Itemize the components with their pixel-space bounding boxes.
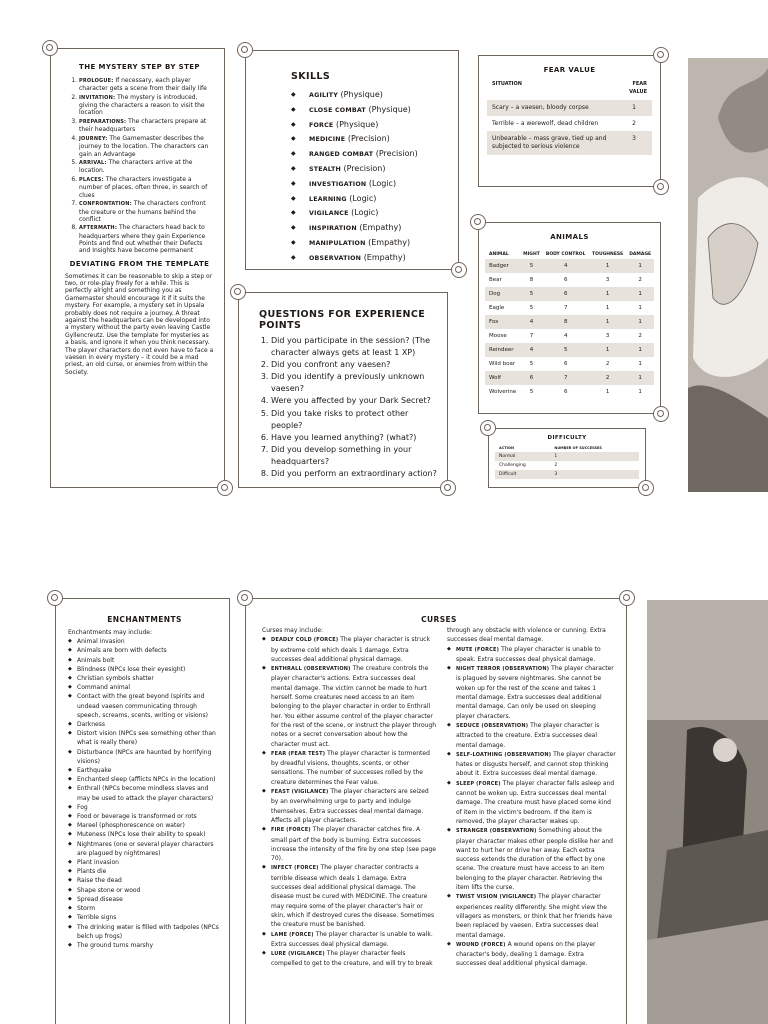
mystery-panel <box>50 48 225 488</box>
animals-cell: 8 <box>542 315 588 329</box>
enchantment-item: ◆ Muteness (NPCs lose their ability to speak) <box>68 830 221 839</box>
step-text: The characters prepare at their headquarters <box>79 118 207 134</box>
step-key: AFTERMATH: <box>79 225 118 232</box>
curse-key: SEDUCE (OBSERVATION) <box>455 722 529 729</box>
enchantment-item: ◆ Mareel (phosphorescence on water) <box>68 821 221 830</box>
corner-ornament <box>470 214 486 230</box>
table-row <box>485 343 654 357</box>
animals-cell: 1 <box>638 305 642 311</box>
animals-header: ANIMAL <box>489 251 509 257</box>
skill-item <box>291 103 448 118</box>
curse-key: INFECT (FORCE) <box>271 865 319 872</box>
fear-row <box>487 116 652 132</box>
animals-cell: 1 <box>589 343 626 357</box>
enchantment-item: ◆ Command animal <box>68 683 221 692</box>
corner-ornament <box>440 480 456 496</box>
table-row <box>485 301 654 315</box>
animals-cell: Wild boar <box>489 361 516 367</box>
corner-ornament <box>217 480 233 496</box>
skill-name: FORCE <box>309 121 334 129</box>
skill-name: RANGED COMBAT <box>309 151 374 159</box>
animals-cell: 5 <box>520 287 542 301</box>
curses-column-2 <box>447 626 616 969</box>
curse-item <box>262 863 437 929</box>
curse-text: The player character is struck by extreme cold which deals 1 damage. Extra successes deal additional physical damage. <box>271 636 430 663</box>
fear-situation: Unbearable – mass grave, tied up and subjected to serious violence <box>487 131 616 154</box>
skill-item <box>291 221 448 236</box>
corner-ornament <box>47 590 63 606</box>
corner-ornament <box>619 590 635 606</box>
animals-cell: 6 <box>563 361 568 367</box>
curse-item <box>447 826 616 892</box>
animals-cell: 1 <box>589 259 626 273</box>
animals-cell: Dog <box>485 287 520 301</box>
animals-cell: Fox <box>485 315 520 329</box>
question-item: 8. Did you perform an extraordinary action? <box>271 468 439 480</box>
animals-cell: 3 <box>605 277 610 283</box>
curse-text: The player character is tormented by dreadful visions, thoughts, scents, or other sensations. The number of successes rolled by the creature determines the Fear value. <box>271 749 430 786</box>
skill-attribute: (Physique) <box>368 104 411 114</box>
curses-list-1 <box>262 635 437 968</box>
difficulty-cell: 2 <box>554 463 558 468</box>
fear-title: FEAR VALUE <box>543 66 596 74</box>
skill-item <box>291 162 448 177</box>
curse-key: MUTE (FORCE) <box>455 646 500 653</box>
table-row <box>495 461 639 470</box>
skills-panel <box>245 50 459 270</box>
corner-ornament <box>480 420 496 436</box>
curse-item <box>262 787 437 825</box>
creature-illustration-art <box>688 58 768 492</box>
mystery-step <box>79 159 214 175</box>
skill-attribute: (Logic) <box>368 178 397 188</box>
animals-cell: 4 <box>520 343 542 357</box>
table-row <box>485 329 654 343</box>
curse-key: ENTHRALL (OBSERVATION) <box>271 666 351 673</box>
skill-name: MANIPULATION <box>309 239 366 247</box>
table-row <box>485 385 654 399</box>
question-item: 1. Did you participate in the session? (The character always gets at least 1 XP) <box>271 335 439 359</box>
skill-item <box>291 192 448 207</box>
difficulty-title: DIFFICULTY <box>547 435 587 441</box>
skill-attribute: (Logic) <box>349 193 377 203</box>
enchantment-item: ◆ The drinking water is filled with tadpoles (NPCs belch up frogs) <box>68 923 221 941</box>
corner-ornament <box>653 47 669 63</box>
animals-cell: 2 <box>589 371 626 385</box>
curse-item <box>447 940 616 969</box>
skill-attribute: (Physique) <box>335 119 379 129</box>
curse-item <box>447 779 616 826</box>
enchantment-item: ◆ Christian symbols shatter <box>68 674 221 683</box>
skill-name: CLOSE COMBAT <box>309 106 366 114</box>
animals-cell: 6 <box>520 371 542 385</box>
step-text: The characters arrive at the location. <box>79 159 193 175</box>
mystery-step <box>79 200 214 223</box>
enchantment-item: ◆ Blindness (NPCs lose their eyesight) <box>68 665 221 674</box>
animals-cell: 1 <box>589 315 626 329</box>
curse-item <box>447 892 616 939</box>
step-key: PREPARATIONS: <box>79 119 127 126</box>
curse-text: The player character hates or disgusts herself, and cannot stop thinking about it. Extra successes deal mental damage. <box>455 750 616 778</box>
animals-table <box>485 243 654 399</box>
corner-ornament <box>42 40 58 56</box>
skills-title: SKILLS <box>291 71 331 82</box>
enchantment-item: ◆ Fog <box>68 803 221 812</box>
curse-text: The player character is unable to speak. Extra successes deal physical damage. <box>455 645 601 663</box>
question-item: 5. Did you take risks to protect other people? <box>271 408 439 432</box>
skill-attribute: (Precision) <box>347 134 390 144</box>
animals-panel <box>478 222 661 414</box>
curse-text: A wound opens on the player character's body, dealing 1 damage. Extra successes deal additional physical damage. <box>455 940 596 968</box>
curse-item <box>447 645 616 665</box>
curse-text: The player character catches fire. A small part of the body is burning. Extra successes increase the intensity of the fire by one step (see page 70). <box>271 826 436 863</box>
animals-cell: 5 <box>529 389 534 395</box>
enchantments-list <box>68 637 221 950</box>
step-key: PROLOGUE: <box>79 78 114 84</box>
curse-text: The player character is unable to walk. Extra successes deal physical damage. <box>271 930 433 948</box>
curse-item <box>447 664 616 721</box>
table-row <box>495 470 639 479</box>
corner-ornament <box>653 179 669 195</box>
enchantment-item: ◆ Raise the dead <box>68 876 221 885</box>
skill-name: AGILITY <box>309 92 338 99</box>
step-key: INVITATION: <box>79 94 116 101</box>
animals-header: DAMAGE <box>629 251 652 257</box>
difficulty-header: ACTION <box>499 445 514 450</box>
animals-cell: Reindeer <box>485 343 520 357</box>
corner-ornament <box>237 590 253 606</box>
fear-value: 2 <box>632 119 636 127</box>
enchantment-item: ◆ The ground turns marshy <box>68 941 221 950</box>
skill-item <box>291 177 448 192</box>
curse-text: The player character is attracted to the creature. Extra successes deal mental damage. <box>455 721 600 749</box>
curse-text: The player character feels compelled to get to the creature, and will try to break <box>271 950 433 968</box>
curse-key: LURE (VIGILANCE) <box>271 951 325 958</box>
enchantment-item: ◆ Shape stone or wood <box>68 886 221 895</box>
curse-key: NIGHT TERROR (OBSERVATION) <box>455 666 550 673</box>
animals-cell: 1 <box>626 343 654 357</box>
curse-text: The player character falls asleep and cannot be woken up. Extra successes deal mental damage. The creature must have placed some kind of item in the victim's bedroom. If the item is removed, the player character wakes up. <box>455 779 615 825</box>
enchantment-item: ◆ Disturbance (NPCs are haunted by horrifying visions) <box>68 748 221 766</box>
difficulty-header: NUMBER OF SUCCESSES <box>554 445 602 450</box>
table-row <box>485 287 654 301</box>
enchantment-item: ◆ Earthquake <box>68 766 221 775</box>
curses-list-2 <box>447 645 616 969</box>
skill-item <box>291 251 448 266</box>
skill-name: INVESTIGATION <box>309 180 367 188</box>
enchantment-item: ◆ Plants die <box>68 867 221 876</box>
animals-cell: 4 <box>563 333 568 339</box>
curse-key: LAME (FORCE) <box>271 931 314 938</box>
animals-header: MIGHT <box>523 251 540 257</box>
fear-value: 3 <box>616 131 652 154</box>
enchantments-panel <box>55 598 230 1024</box>
step-text: The Gamemaster describes the journey to the location. The characters can gain an Advantage <box>79 134 209 158</box>
curses-intro: Curses may include: <box>262 627 324 634</box>
skill-attribute: (Empathy) <box>368 237 411 247</box>
skill-item <box>291 206 448 221</box>
curse-key: TWIST VISION (VIGILANCE) <box>455 894 537 901</box>
enchantment-item: ◆ Spread disease <box>68 895 221 904</box>
enchantment-item: ◆ Animals are born with defects <box>68 646 221 655</box>
skill-name: VIGILANCE <box>309 210 349 218</box>
enchantment-item: ◆ Food or beverage is transformed or rots <box>68 812 221 821</box>
question-item: 7. Did you develop something in your headquarters? <box>271 444 439 468</box>
curse-text: The player character experiences reality differently. She might view the villagers as monsters, or think that her friends have been replaced by vaesen. Extra successes deal mental damage. <box>455 893 613 939</box>
curses-panel <box>245 598 627 1024</box>
animals-cell: 1 <box>589 287 626 301</box>
skill-item <box>291 118 448 133</box>
curses-title: CURSES <box>421 615 457 624</box>
curse-item <box>447 750 616 779</box>
fear-situation: Terrible – a werewolf, dead children <box>492 119 599 127</box>
mystery-step <box>79 77 214 93</box>
animals-cell: 1 <box>638 361 642 367</box>
enchantment-item: ◆ Terrible signs <box>68 913 221 922</box>
question-item: 4. Were you affected by your Dark Secret? <box>271 395 439 407</box>
mystery-title: THE MYSTERY STEP BY STEP <box>79 63 200 71</box>
step-text: The mystery is introduced, giving the characters a reason to visit the location <box>79 93 205 117</box>
curse-text: The player character contracts a terrible disease which deals 1 damage. Extra successes deal additional physical damage. The disease must be cured with MEDICINE. The creature may require some of the player character's hair or skin, which if destroyed cures the disease. Sometimes the creature must be banished. <box>271 864 435 929</box>
enchantment-item: ◆ Animals bolt <box>68 656 221 665</box>
skill-name: MEDICINE <box>309 136 346 144</box>
curse-key: FIRE (FORCE) <box>271 827 311 834</box>
curse-text: The player characters are seized by an overwhelming urge to party and indulge themselves. Extra successes deal mental damage. Affects all player characters. <box>271 788 429 824</box>
table-row <box>485 371 654 385</box>
enchantment-item: ◆ Animal invasion <box>68 637 221 646</box>
enchantment-item: ◆ Distort vision (NPCs see something other than what is really there) <box>68 729 221 747</box>
curse-key: FEAR (FEAR TEST) <box>271 750 326 757</box>
curse-item <box>262 825 437 863</box>
curse-item <box>262 749 437 787</box>
animals-cell: Wolf <box>485 371 520 385</box>
curse-text: Something about the player character makes other people dislike her and want to hurt her or drive her away. Each extra success extends the duration of the effect by one scene. The creature must have access to an item belonging to the player character. Retrieving the item lifts the curse. <box>455 827 613 892</box>
questions-panel <box>238 292 448 488</box>
curse-text: The player character is plagued by severe nightmares. She cannot be woken up for the rest of the scene and takes 1 mental damage. Extra successes deal additional mental damage. Can only be used on sleeping player characters. <box>455 665 614 720</box>
animals-cell: 1 <box>605 305 610 311</box>
step-text: The characters investigate a number of places, often three, in search of clues <box>79 176 208 199</box>
fear-table <box>487 77 652 155</box>
skill-attribute: (Precision) <box>343 163 386 173</box>
animals-cell: 1 <box>626 315 654 329</box>
skill-attribute: (Empathy) <box>363 252 406 262</box>
fear-panel <box>478 55 661 187</box>
curses-column-1 <box>262 626 437 969</box>
animals-header: BODY CONTROL <box>545 251 586 257</box>
animals-cell: 2 <box>638 277 642 283</box>
animals-cell: Badger <box>485 259 520 273</box>
curse-item <box>262 664 437 749</box>
animals-cell: 7 <box>542 371 588 385</box>
step-text: If necessary, each player character gets a scene from their daily life <box>79 77 207 93</box>
enchantment-item: ◆ Enchanted sleep (afflicts NPCs in the location) <box>68 775 221 784</box>
enchantment-item: ◆ Plant invasion <box>68 858 221 867</box>
illustration-figure <box>647 600 768 1024</box>
corner-ornament <box>451 262 467 278</box>
curse-key: SLEEP (FORCE) <box>455 780 501 787</box>
question-item: 3. Did you identify a previously unknown vaesen? <box>271 371 439 395</box>
corner-ornament <box>653 406 669 422</box>
animals-cell: Wolverine <box>489 389 517 395</box>
mystery-step <box>79 94 214 117</box>
enchantments-title: ENCHANTMENTS <box>107 615 182 624</box>
fear-situation: Scary – a vaesen, bloody corpse <box>487 100 616 116</box>
mystery-step <box>79 224 214 254</box>
animals-cell: 6 <box>563 389 568 395</box>
corner-ornament <box>237 42 253 58</box>
curse-item <box>262 949 437 969</box>
step-key: ARRIVAL: <box>79 160 107 167</box>
mystery-step <box>79 176 214 199</box>
fear-col-value: FEAR VALUE <box>629 81 647 95</box>
skill-attribute: (Precision) <box>375 149 418 159</box>
animals-cell: 4 <box>520 315 542 329</box>
difficulty-table <box>495 443 639 479</box>
step-key: PLACES: <box>79 177 104 184</box>
skill-item <box>291 147 448 162</box>
skills-list <box>291 88 448 266</box>
animals-header: TOUGHNESS <box>592 251 624 257</box>
curse-key: FEAST (VIGILANCE) <box>271 789 329 796</box>
questions-title: QUESTIONS FOR EXPERIENCE POINTS <box>259 309 426 331</box>
difficulty-cell: Difficult <box>495 470 550 479</box>
step-key: JOURNEY: <box>79 135 108 142</box>
step-key: CONFRONTATION: <box>79 201 132 208</box>
fear-row <box>487 131 652 154</box>
table-row <box>485 259 654 273</box>
curse-key: STRANGER (OBSERVATION) <box>455 828 537 835</box>
fear-row <box>487 100 652 116</box>
animals-cell: 1 <box>626 371 654 385</box>
animals-cell: 1 <box>626 259 654 273</box>
enchantment-item: ◆ Darkness <box>68 720 221 729</box>
mystery-steps-list <box>65 77 214 255</box>
fear-value: 1 <box>616 100 652 116</box>
curse-key: SELF-LOATHING (OBSERVATION) <box>455 751 552 758</box>
enchantment-item: ◆ Nightmares (one or several player characters are plagued by nightmares) <box>68 840 221 858</box>
mystery-step <box>79 118 214 134</box>
animals-cell: 1 <box>638 389 642 395</box>
animals-cell: 2 <box>605 361 610 367</box>
curses-continuation: through any obstacle with violence or cunning. Extra successes deal mental damage. <box>446 627 606 644</box>
skill-name: LEARNING <box>309 195 347 203</box>
table-row <box>485 357 654 371</box>
skill-attribute: (Physique) <box>340 90 383 99</box>
difficulty-cell: 1 <box>550 452 639 461</box>
mystery-step <box>79 135 214 158</box>
question-item: 6. Have you learned anything? (what?) <box>271 432 439 444</box>
animals-cell: 5 <box>520 259 542 273</box>
animals-cell: 5 <box>542 343 588 357</box>
animals-cell: 5 <box>529 305 534 311</box>
animals-title: ANIMALS <box>550 233 589 241</box>
corner-ornament <box>230 284 246 300</box>
animals-cell: 6 <box>563 277 568 283</box>
curse-item <box>447 721 616 750</box>
animals-cell: 4 <box>542 259 588 273</box>
skill-attribute: (Logic) <box>351 208 379 218</box>
difficulty-cell: 3 <box>550 470 639 479</box>
table-row <box>495 452 639 461</box>
skill-name: OBSERVATION <box>309 254 362 262</box>
deviating-text: Sometimes it can be reasonable to skip a step or two, or role-play freely for a while. This is perfectly alright and something you as Gamemaster should encourage it if it suits the mystery. For example, a mystery set in Upsala probably does not require a journey. A threat against the headquarters can be developed into a mystery without the party even leaving Castle Gyllencreutz. Use the template for mysteries as a basis, and ignore it when you think necessary. The player characters do not even have to face a vaesen in every mystery – it could be a mad priest, an old curse, or enemies from within the Society. <box>65 272 214 376</box>
difficulty-cell: Challenging <box>499 463 526 468</box>
curse-item <box>262 930 437 950</box>
skill-name: INSPIRATION <box>309 225 357 233</box>
animals-cell: Moose <box>489 333 507 339</box>
table-row <box>485 315 654 329</box>
difficulty-panel <box>488 428 646 488</box>
curse-key: WOUND (FORCE) <box>455 941 506 948</box>
animals-cell: Eagle <box>489 305 505 311</box>
fear-col-situation: SITUATION <box>492 81 522 87</box>
animals-cell: Bear <box>489 277 502 283</box>
step-text: The characters confront the creature or the humans behind the conflict <box>79 200 206 223</box>
animals-cell: 5 <box>529 361 534 367</box>
animals-cell: 7 <box>529 333 534 339</box>
animals-cell: 8 <box>529 277 534 283</box>
enchantment-item: ◆ Storm <box>68 904 221 913</box>
enchantment-item: ◆ Contact with the great beyond (spirits and undead vaesen communicating through speech, screams, scents, writing or visions) <box>68 692 221 720</box>
step-text: The characters head back to headquarters where they gain Experience Points and find out whether their Defects and Insights have become permanent <box>79 224 206 255</box>
enchantment-item: ◆ Enthrall (NPCs become mindless slaves and may be used to attack the player characters) <box>68 784 221 802</box>
animals-cell: 7 <box>563 305 568 311</box>
table-row <box>485 273 654 287</box>
skill-item <box>291 236 448 251</box>
animals-cell: 1 <box>626 287 654 301</box>
skill-item <box>291 88 448 103</box>
figure-illustration-art <box>647 600 768 1024</box>
curse-key: DEADLY COLD (FORCE) <box>271 637 339 644</box>
animals-cell: 6 <box>542 287 588 301</box>
questions-list <box>259 335 439 480</box>
enchantments-intro: Enchantments may include: <box>68 629 152 636</box>
skill-attribute: (Empathy) <box>359 223 402 233</box>
difficulty-cell: Normal <box>495 452 550 461</box>
question-item: 2. Did you confront any vaesen? <box>271 359 439 371</box>
curse-text: The creature controls the player character's actions. Extra successes deal mental damage. The victim cannot be made to hurt herself. Some creatures need access to an item belonging to the player character in order to Enthrall her. You either assume control of the player character for the rest of the scene, or instruct the player through notes or a secret conversation about how the character must act. <box>271 665 437 748</box>
corner-ornament <box>638 480 654 496</box>
animals-cell: 1 <box>605 389 610 395</box>
skill-name: STEALTH <box>309 165 341 173</box>
animals-cell: 2 <box>638 333 642 339</box>
animals-cell: 3 <box>605 333 610 339</box>
illustration-creature <box>688 58 768 492</box>
curse-item <box>262 635 437 664</box>
deviating-title: DEVIATING FROM THE TEMPLATE <box>69 259 210 268</box>
skill-item <box>291 132 448 147</box>
